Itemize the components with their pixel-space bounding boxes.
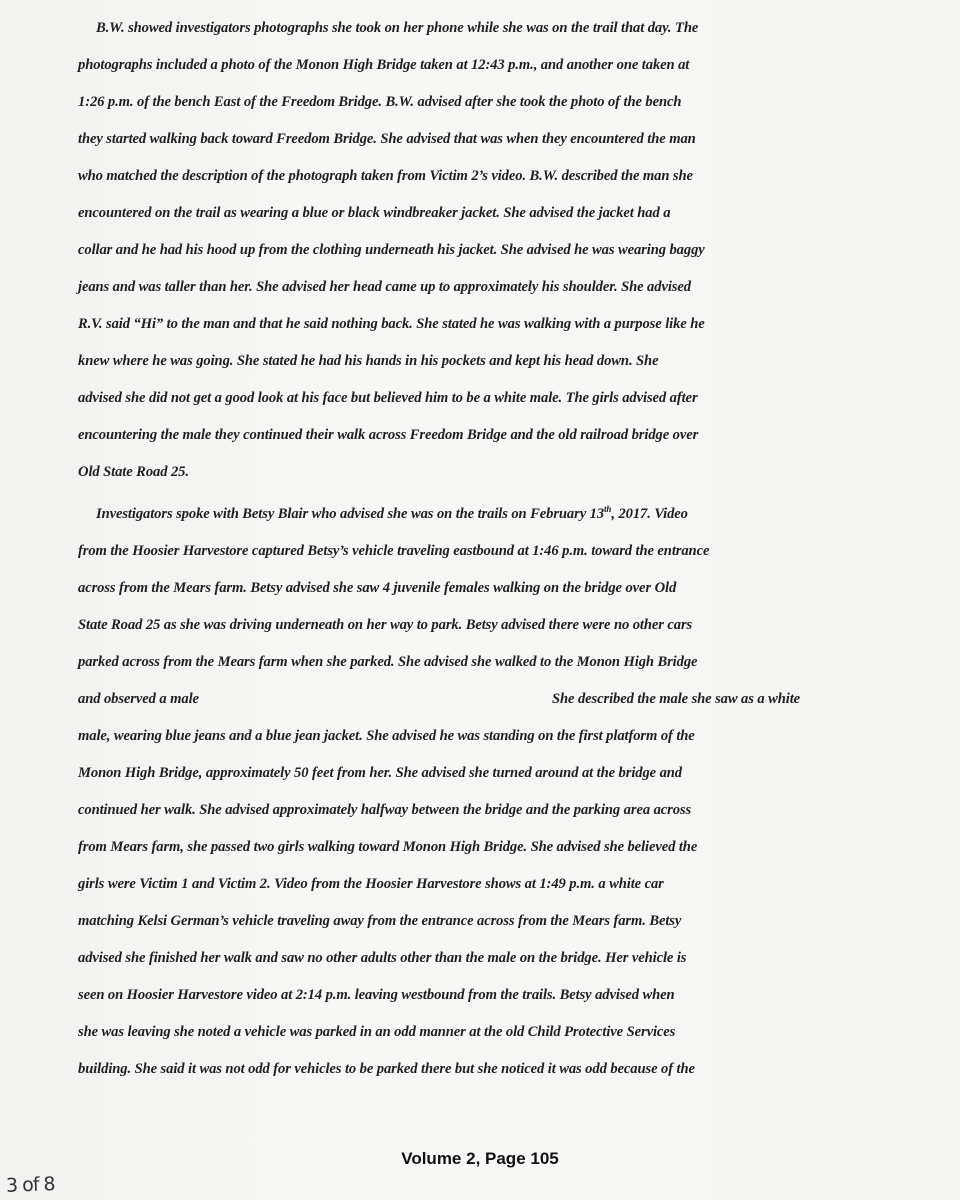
text-line: girls were Victim 1 and Victim 2. Video from the Hoosier Harvestore shows at 1:49 p.m. a white car	[78, 876, 664, 892]
text-fragment: Investigators spoke with Betsy Blair who advised she was on the trails on February 13	[96, 506, 605, 522]
text-line: male, wearing blue jeans and a blue jean jacket. She advised he was standing on the first platform of the	[78, 728, 695, 744]
text-line: Old State Road 25.	[78, 464, 189, 480]
text-line: Monon High Bridge, approximately 50 feet from her. She advised she turned around at the bridge and	[78, 765, 683, 781]
text-line: jeans and was taller than her. She advised her head came up to approximately his shoulder. She advised	[78, 279, 691, 295]
text-line: from Mears farm, she passed two girls walking toward Monon High Bridge. She advised she believed the	[78, 839, 698, 855]
text-line: She described the male she saw as a white	[552, 691, 801, 707]
text-line: matching Kelsi German’s vehicle traveling away from the entrance across from the Mears farm. Betsy	[78, 913, 682, 929]
text-line: photographs included a photo of the Monon High Bridge taken at 12:43 p.m., and another one taken at	[78, 57, 690, 73]
text-line: from the Hoosier Harvestore captured Betsy’s vehicle traveling eastbound at 1:46 p.m. toward the entrance	[78, 543, 710, 559]
text-line: continued her walk. She advised approximately halfway between the bridge and the parking area across	[78, 802, 692, 818]
text-line: 1:26 p.m. of the bench East of the Freedom Bridge. B.W. advised after she took the photo of the bench	[78, 94, 682, 110]
text-line: B.W. showed investigators photographs she took on her phone while she was on the trail that day. The	[96, 20, 699, 36]
text-line: advised she did not get a good look at his face but believed him to be a white male. The girls advised after	[78, 390, 698, 406]
text-line: building. She said it was not odd for vehicles to be parked there but she noticed it was odd because of the	[78, 1061, 695, 1077]
text-line: they started walking back toward Freedom Bridge. She advised that was when they encountered the man	[78, 131, 696, 147]
text-line: encountering the male they continued their walk across Freedom Bridge and the old railroad bridge over	[78, 427, 699, 443]
text-line: and observed a male	[78, 691, 199, 707]
text-line: who matched the description of the photograph taken from Victim 2’s video. B.W. described the man she	[78, 168, 693, 184]
page-footer: Volume 2, Page 105	[401, 1149, 559, 1168]
text-line: State Road 25 as she was driving underneath on her way to park. Betsy advised there were no other cars	[78, 617, 693, 633]
text-line: seen on Hoosier Harvestore video at 2:14 p.m. leaving westbound from the trails. Betsy advised when	[78, 987, 675, 1003]
superscript-text: th	[604, 504, 612, 515]
text-line: knew where he was going. She stated he had his hands in his pockets and kept his head down. She	[78, 353, 659, 369]
handwritten-page-note: 3 of 8	[5, 1173, 55, 1197]
text-line: she was leaving she noted a vehicle was parked in an odd manner at the old Child Protective Services	[78, 1024, 676, 1040]
text-fragment: , 2017. Video	[611, 506, 688, 522]
text-line: collar and he had his hood up from the clothing underneath his jacket. She advised he was wearing baggy	[78, 242, 705, 258]
text-line: encountered on the trail as wearing a blue or black windbreaker jacket. She advised the jacket had a	[78, 205, 671, 221]
text-line: R.V. said “Hi” to the man and that he said nothing back. She stated he was walking with a purpose like he	[78, 316, 705, 332]
text-line: advised she finished her walk and saw no other adults other than the male on the bridge. Her vehicle is	[78, 950, 687, 966]
text-line: across from the Mears farm. Betsy advised she saw 4 juvenile females walking on the bridge over Old	[78, 580, 677, 596]
text-line: parked across from the Mears farm when she parked. She advised she walked to the Monon High Bridge	[78, 654, 698, 670]
text-line	[96, 504, 688, 524]
